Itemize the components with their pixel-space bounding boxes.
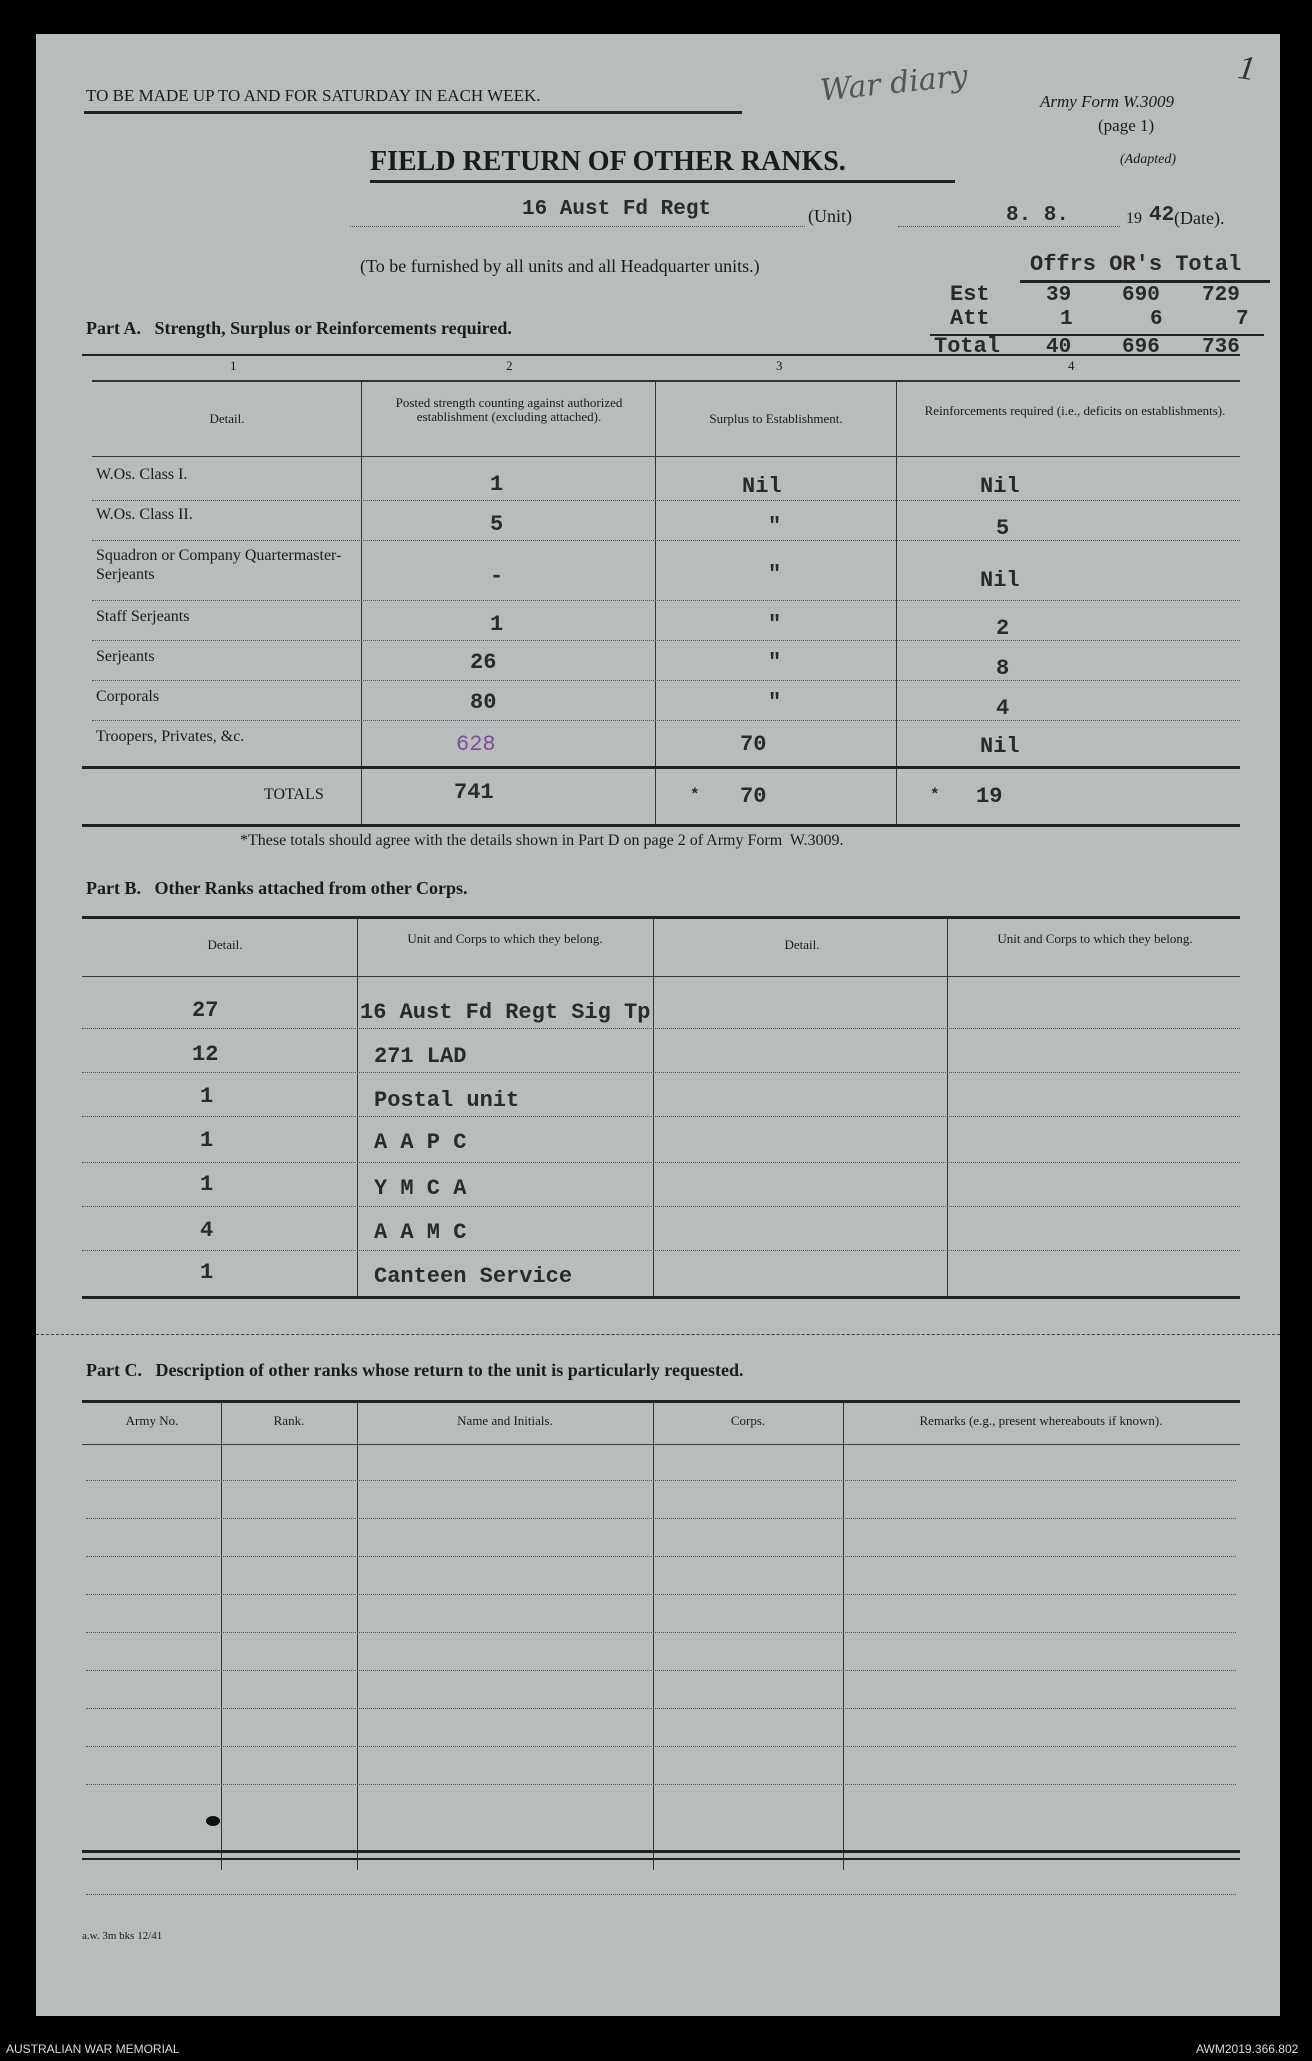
row-rule-wo2	[92, 540, 1240, 541]
row-surplus-wo1: Nil	[742, 474, 782, 499]
part-c-header-remarks: Remarks (e.g., present whereabouts if known).	[919, 1413, 1163, 1428]
part-c-row-rule	[86, 1746, 1236, 1747]
part-a-bottom-rule	[82, 824, 1240, 827]
part-b-title: Part B. Other Ranks attached from other Corps.	[86, 878, 468, 898]
strength-total-offrs: 40	[1046, 336, 1072, 359]
part-b-header-unit-2: Unit and Corps to which they belong.	[997, 931, 1193, 946]
part-b-detail-7: 1	[200, 1260, 214, 1285]
strength-box-header: Offrs OR's Total	[1030, 252, 1242, 277]
part-a-header-detail: Detail.	[209, 411, 245, 426]
footer-left: AUSTRALIAN WAR MEMORIAL	[6, 2042, 180, 2056]
strength-total-label: Total	[934, 334, 1001, 359]
row-reinf-corporals: 4	[996, 696, 1010, 721]
row-reinf-wo1: Nil	[980, 474, 1020, 499]
strength-box-rule	[1020, 280, 1270, 283]
row-reinf-wo2: 5	[996, 516, 1010, 541]
part-c-row-rule	[86, 1894, 1236, 1895]
form-adapted-label: (Adapted)	[1120, 152, 1176, 167]
part-b-header-bottom-rule	[82, 976, 1240, 977]
part-b-detail-5: 1	[200, 1172, 214, 1197]
row-label-qms: Squadron or Company Quartermaster-Serjeants	[96, 547, 342, 583]
part-b-vline-1	[357, 918, 358, 1296]
part-c-header-bottom-rule	[82, 1444, 1240, 1445]
unit-value: 16 Aust Fd Regt	[522, 198, 712, 221]
row-posted-staff-serjeants: 1	[490, 612, 504, 637]
part-a-header-reinf: Reinforcements required (i.e., deficits on establishments).	[924, 403, 1226, 418]
row-rule-qms	[92, 600, 1240, 601]
row-reinf-totals: 19	[976, 784, 1003, 809]
row-rule-serjeants	[92, 680, 1240, 681]
section-divider-dashed	[36, 1334, 1280, 1335]
part-c-row-rule	[86, 1594, 1236, 1595]
part-a-totals-rule	[82, 766, 1240, 769]
page-title: FIELD RETURN OF OTHER RANKS.	[370, 146, 846, 177]
form-page-label: (page 1)	[1098, 116, 1155, 135]
strength-att-offrs: 1	[1060, 308, 1073, 331]
row-rule-staff-serjeants	[92, 640, 1240, 641]
row-posted-wo2: 5	[490, 512, 504, 537]
part-a-top-rule	[82, 354, 1240, 356]
part-c-vline-2	[357, 1402, 358, 1870]
print-code: a.w. 3m bks 12/41	[82, 1930, 163, 1942]
date-label: (Date).	[1174, 208, 1225, 228]
part-c-row-rule	[86, 1518, 1236, 1519]
part-b-rule-2	[82, 1072, 1240, 1073]
part-b-vline-2	[653, 918, 654, 1296]
date-year: 42	[1149, 204, 1175, 227]
row-label-wo2: W.Os. Class II.	[96, 506, 193, 523]
part-c-vline-4	[843, 1402, 844, 1870]
part-c-row-rule	[86, 1670, 1236, 1671]
row-surplus-qms: "	[768, 562, 782, 587]
part-c-header-army-no: Army No.	[125, 1413, 179, 1428]
unit-label: (Unit)	[808, 206, 852, 226]
part-b-unit-2: 271 LAD	[374, 1044, 467, 1069]
furnish-note: (To be furnished by all units and all Headquarter units.)	[360, 256, 760, 276]
part-c-header-name: Name and Initials.	[457, 1413, 553, 1428]
part-b-detail-3: 1	[200, 1084, 214, 1109]
part-b-vline-3	[947, 918, 948, 1296]
row-surplus-corporals: "	[768, 690, 782, 715]
part-b-unit-5: Y M C A	[374, 1176, 467, 1201]
strength-att-total: 7	[1236, 308, 1249, 331]
part-c-double-rule-1	[82, 1850, 1240, 1853]
part-a-title: Part A. Strength, Surplus or Reinforcements required.	[86, 318, 512, 338]
col-number-3: 3	[776, 358, 783, 373]
part-a-header-surplus: Surplus to Establishment.	[709, 411, 843, 426]
part-b-rule-4	[82, 1162, 1240, 1163]
part-c-title: Part C. Description of other ranks whose return to the unit is particularly requested.	[86, 1360, 744, 1380]
row-rule-wo1	[92, 500, 1240, 501]
part-b-detail-4: 1	[200, 1128, 214, 1153]
row-surplus-totals: 70	[740, 784, 767, 809]
part-b-rule-1	[82, 1028, 1240, 1029]
row-reinf-qms: Nil	[980, 568, 1020, 593]
part-b-header-unit: Unit and Corps to which they belong.	[407, 931, 603, 946]
part-b-unit-4: A A P C	[374, 1130, 467, 1155]
row-label-staff-serjeants: Staff Serjeants	[96, 608, 190, 625]
strength-att-ors: 6	[1150, 308, 1163, 331]
row-rule-corporals	[92, 720, 1240, 721]
strength-est-offrs: 39	[1046, 284, 1072, 307]
part-a-header-posted: Posted strength counting against authorized establishment (excluding attached).	[395, 395, 623, 424]
row-label-serjeants: Serjeants	[96, 648, 155, 665]
row-label-corporals: Corporals	[96, 688, 160, 705]
row-reinf-troopers: Nil	[980, 734, 1020, 759]
part-c-row-rule	[86, 1708, 1236, 1709]
top-instruction-text: TO BE MADE UP TO AND FOR SATURDAY IN EACH WEEK.	[86, 86, 541, 105]
row-reinf-totals-mark: *	[930, 786, 940, 804]
row-surplus-troopers: 70	[740, 732, 767, 757]
part-c-row-rule	[86, 1632, 1236, 1633]
part-a-vline-1	[361, 380, 362, 824]
part-b-rule-6	[82, 1250, 1240, 1251]
row-label-totals: TOTALS	[264, 786, 324, 803]
row-posted-troopers: 628	[456, 732, 496, 757]
ink-blot	[206, 1816, 220, 1826]
strength-att-label: Att	[950, 306, 990, 331]
top-instruction	[86, 86, 540, 106]
col-number-1: 1	[230, 358, 237, 373]
row-reinf-serjeants: 8	[996, 656, 1010, 681]
footer-right: AWM2019.366.802	[1196, 2042, 1299, 2056]
strength-est-ors: 690	[1122, 284, 1160, 307]
part-b-unit-6: A A M C	[374, 1220, 467, 1245]
row-posted-wo1: 1	[490, 472, 504, 497]
part-b-rule-3	[82, 1116, 1240, 1117]
part-b-bottom-rule	[82, 1296, 1240, 1299]
strength-total-total: 736	[1202, 336, 1240, 359]
strength-est-total: 729	[1202, 284, 1240, 307]
top-instruction-underline	[84, 111, 742, 114]
part-b-detail-2: 12	[192, 1042, 219, 1067]
part-b-detail-6: 4	[200, 1218, 214, 1243]
handwritten-page-number: 1	[1235, 49, 1258, 89]
part-b-detail-1: 27	[192, 998, 219, 1023]
row-label-wo1: W.Os. Class I.	[96, 466, 188, 483]
part-c-double-rule-2	[82, 1858, 1240, 1860]
part-c-row-rule	[86, 1784, 1236, 1785]
handwritten-note: War diary	[818, 58, 970, 109]
part-a-header-bottom-rule	[92, 456, 1240, 457]
part-b-header-detail: Detail.	[207, 937, 243, 952]
row-posted-totals: 741	[454, 780, 494, 805]
part-c-vline-1	[221, 1402, 222, 1870]
part-c-top-rule	[82, 1400, 1240, 1403]
row-posted-corporals: 80	[470, 690, 497, 715]
part-a-header-rule	[92, 380, 1240, 382]
col-number-2: 2	[506, 358, 513, 373]
row-surplus-wo2: "	[768, 514, 782, 539]
part-b-unit-7: Canteen Service	[374, 1264, 573, 1289]
row-posted-qms: -	[490, 564, 504, 589]
part-c-row-rule	[86, 1556, 1236, 1557]
row-surplus-serjeants: "	[768, 650, 782, 675]
date-day-month: 8. 8.	[1006, 204, 1070, 227]
part-c-header-rank: Rank.	[273, 1413, 305, 1428]
col-number-4: 4	[1068, 358, 1075, 373]
form-name: Army Form W.3009	[1040, 92, 1174, 111]
part-c-vline-3	[653, 1402, 654, 1870]
row-reinf-staff-serjeants: 2	[996, 616, 1010, 641]
part-b-header-detail-2: Detail.	[784, 937, 820, 952]
page-title-underline	[370, 180, 955, 183]
strength-total-ors: 696	[1122, 336, 1160, 359]
row-label-troopers: Troopers, Privates, &c.	[96, 728, 245, 745]
date-dotted-line	[898, 226, 1120, 227]
row-surplus-totals-mark: *	[690, 786, 700, 804]
part-a-note: *These totals should agree with the details shown in Part D on page 2 of Army Form W.3009.	[240, 832, 844, 849]
date-century: 19	[1126, 210, 1142, 227]
part-a-vline-3	[896, 380, 897, 824]
part-a-vline-2	[655, 380, 656, 824]
part-b-rule-5	[82, 1206, 1240, 1207]
row-surplus-staff-serjeants: "	[768, 612, 782, 637]
part-b-unit-3: Postal unit	[374, 1088, 520, 1113]
part-c-row-rule	[86, 1480, 1236, 1481]
unit-dotted-line	[350, 226, 805, 227]
row-posted-serjeants: 26	[470, 650, 497, 675]
part-c-header-corps: Corps.	[730, 1413, 766, 1428]
strength-est-label: Est	[950, 282, 990, 307]
part-b-top-rule	[82, 916, 1240, 919]
part-b-unit-1: 16 Aust Fd Regt Sig Tp	[360, 1000, 651, 1025]
